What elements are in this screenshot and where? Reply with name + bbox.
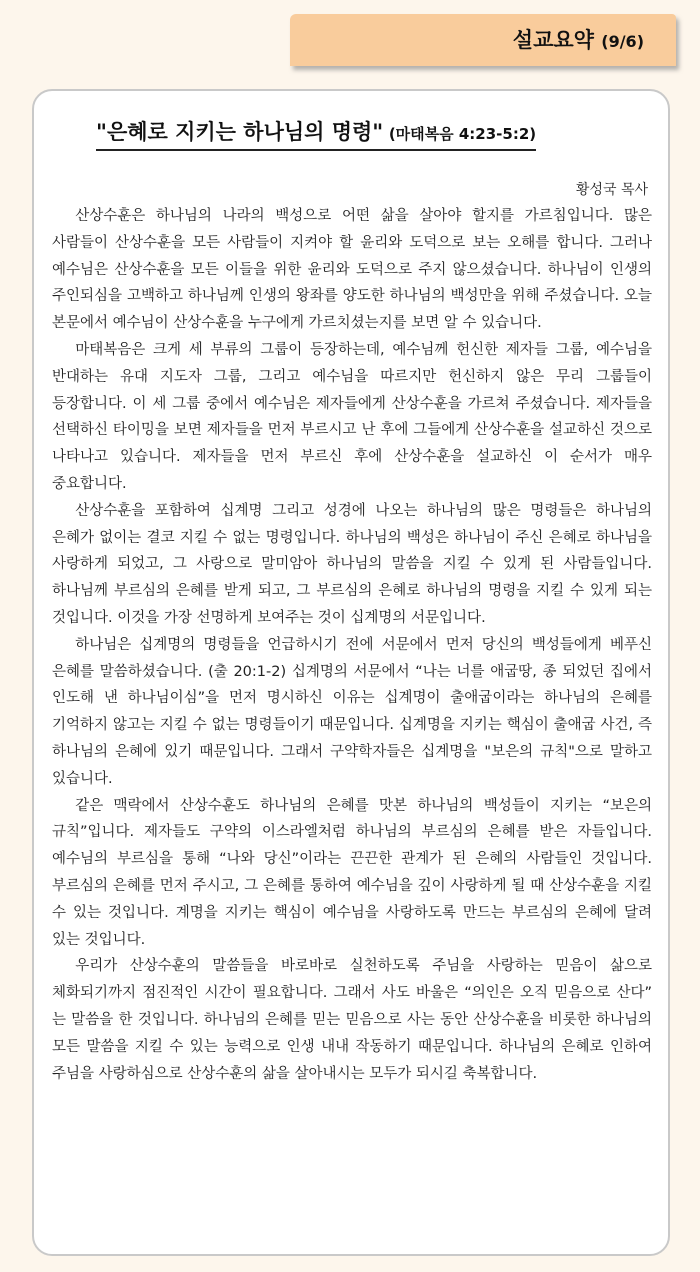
paragraph: 우리가 산상수훈의 말씀들을 바로바로 실천하도록 주님을 사랑하는 믿음이 삶으로 체화되기까지 점진적인 시간이 필요합니다. 그래서 사도 바울은 “의인은 오직 믿음으로 산다” 는 말씀을 한 것입니다. 하나님의 은혜를 믿는 믿음으로 사는 동안 산상수훈을 비롯한 하나님의 모든 말씀을 지킬 수 있는 능력으로 인생 내내 작동하기 때문입니다. 하나님의 은혜로 인하여 주님을 사랑하심으로 산상수훈의 삶을 살아내시는 모두가 되시길 축복합니다.	[52, 958, 652, 1082]
sermon-body	[52, 203, 652, 1087]
sermon-title	[96, 116, 536, 151]
scripture-reference: (마태복음 4:23-5:2)	[388, 125, 537, 143]
preacher-name: 황성국 목사	[575, 182, 648, 198]
header-date: (9/6)	[601, 32, 644, 51]
paragraph: 하나님은 십계명의 명령들을 언급하시기 전에 서문에서 먼저 당신의 백성들에게 베푸신 은혜를 말씀하셨습니다. (출 20:1-2) 십계명의 서문에서 “나는 너를 애굽땅, 종 되었던 집에서 인도해 낸 하나님이심”을 먼저 명시하신 이유는 십계명이 출애굽이라는 하나님의 은혜를 기억하지 않고는 지킬 수 없는 명령들이기 때문입니다. 십계명을 지키는 핵심이 출애굽 사건, 즉 하나님의 은혜에 있기 때문입니다. 그래서 구약학자들은 십계명을 "보은의 규칙"으로 말하고 있습니다.	[52, 636, 652, 787]
paragraph: 마태복음은 크게 세 부류의 그룹이 등장하는데, 예수님께 헌신한 제자들 그룹, 예수님을 반대하는 유대 지도자 그룹, 그리고 예수님을 따르지만 헌신하지 않은 무리 그룹들이 등장합니다. 이 세 그룹 중에서 예수님은 제자들에게 산상수훈을 가르쳐 주셨습니다. 제자들을 선택하신 타이밍을 보면 제자들을 먼저 부르시고 난 후에 그들에게 산상수훈을 설교하신 것으로 나타나고 있습니다. 제자들을 먼저 부르신 후에 산상수훈을 설교하신 이 순서가 매우 중요합니다.	[52, 341, 652, 492]
header-title-text: 설교요약	[512, 28, 594, 52]
paragraph: 같은 맥락에서 산상수훈도 하나님의 은혜를 맛본 하나님의 백성들이 지키는 “보은의 규칙”입니다. 제자들도 구약의 이스라엘처럼 하나님의 부르심의 은혜를 받은 자들입니다. 예수님의 부르심을 통해 “나와 당신”이라는 끈끈한 관계가 된 은혜의 사람들인 것입니다. 부르심의 은혜를 먼저 주시고, 그 은혜를 통하여 예수님을 깊이 사랑하게 될 때 산상수훈을 지킬 수 있는 것입니다. 계명을 지키는 핵심이 예수님을 사랑하도록 만드는 부르심의 은혜에 달려 있는 것입니다.	[52, 797, 652, 948]
paragraph: 산상수훈을 포함하여 십계명 그리고 성경에 나오는 하나님의 많은 명령들은 하나님의 은혜가 없이는 결코 지킬 수 없는 명령입니다. 하나님의 백성은 하나님이 주신 은혜로 하나님을 사랑하게 되었고, 그 사랑으로 말미암아 하나님의 말씀을 지킬 수 있게 된 사람들입니다. 하나님께 부르심의 은혜를 받게 되고, 그 부르심의 은혜로 하나님의 명령을 지킬 수 있게 되는 것입니다. 이것을 가장 선명하게 보여주는 것이 십계명의 서문입니다.	[52, 502, 652, 626]
header-title	[513, 24, 644, 54]
sermon-card	[32, 89, 670, 1256]
header-tab	[290, 14, 676, 66]
sermon-title-text: "은혜로 지키는 하나님의 명령"	[96, 120, 384, 144]
paragraph: 산상수훈은 하나님의 나라의 백성으로 어떤 삶을 살아야 할지를 가르침입니다. 많은 사람들이 산상수훈을 모든 사람들이 지켜야 할 윤리와 도덕으로 보는 오해를 합니다. 그러나 예수님은 산상수훈을 모든 이들을 위한 윤리와 도덕으로 주지 않으셨습니다. 하나님이 인생의 주인되심을 고백하고 하나님께 인생의 왕좌를 양도한 하나님의 백성만을 위해 주셨습니다. 오늘 본문에서 예수님이 산상수훈을 누구에게 가르치셨는지를 보면 알 수 있습니다.	[52, 208, 652, 332]
